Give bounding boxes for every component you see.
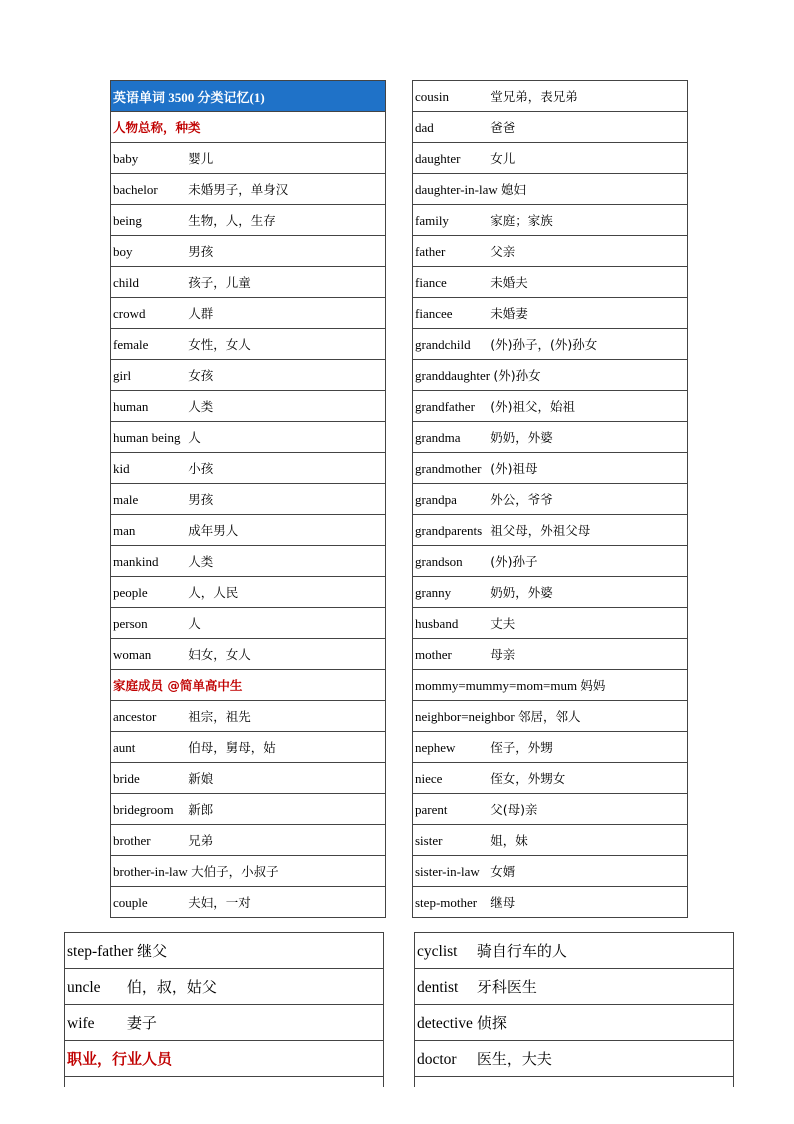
vocab-entry	[111, 205, 386, 236]
vocab-row	[111, 329, 386, 360]
vocab-entry	[111, 360, 386, 391]
vocab-row	[413, 298, 688, 329]
vocab-row	[111, 701, 386, 732]
vocab-row	[413, 856, 688, 887]
english-word: man	[113, 523, 136, 538]
vocab-entry	[413, 670, 688, 701]
vocab-entry	[413, 763, 688, 794]
vocab-row	[413, 515, 688, 546]
empty-cell	[65, 1077, 384, 1088]
english-word: baby	[113, 151, 139, 166]
vocab-entry	[415, 933, 734, 969]
english-word: step-father	[67, 943, 134, 960]
chinese-meaning: 女孩	[188, 368, 214, 383]
chinese-meaning: 继母	[490, 895, 516, 910]
chinese-meaning: 丈夫	[490, 616, 516, 631]
english-word: husband	[415, 616, 459, 631]
english-word: nephew	[415, 740, 456, 755]
vocab-row	[111, 391, 386, 422]
english-word: grandparents	[415, 523, 483, 538]
vocab-entry	[413, 732, 688, 763]
vocab-row	[415, 969, 734, 1005]
english-word: people	[113, 585, 148, 600]
vocab-entry	[413, 701, 688, 732]
chinese-meaning: 家庭；家族	[490, 213, 553, 228]
english-word: family	[415, 213, 449, 228]
chinese-meaning: 兄弟	[188, 833, 214, 848]
chinese-meaning: 姐，妹	[490, 833, 528, 848]
vocab-entry	[415, 969, 734, 1005]
vocab-entry	[413, 484, 688, 515]
chinese-meaning: 医生，大夫	[476, 1050, 552, 1068]
vocab-row	[413, 577, 688, 608]
vocab-entry	[111, 484, 386, 515]
vocab-row	[413, 794, 688, 825]
vocab-row	[413, 143, 688, 174]
vocab-entry	[111, 329, 386, 360]
vocab-entry	[111, 608, 386, 639]
english-word: granny	[415, 585, 452, 600]
vocab-entry	[111, 732, 386, 763]
chinese-meaning: 人，人民	[188, 585, 239, 600]
vocab-row	[111, 298, 386, 329]
vocab-entry	[413, 515, 688, 546]
chinese-meaning: (外)祖父，始祖	[490, 399, 576, 414]
vocab-row	[111, 360, 386, 391]
chinese-meaning: 堂兄弟，表兄弟	[490, 89, 578, 104]
vocab-row	[413, 732, 688, 763]
english-word: boy	[113, 244, 133, 259]
english-word: grandmother	[415, 461, 482, 476]
chinese-meaning: 夫妇，一对	[188, 895, 251, 910]
english-word: step-mother	[415, 895, 478, 910]
vocab-row	[65, 969, 384, 1005]
chinese-meaning: 骑自行车的人	[476, 942, 567, 960]
chinese-meaning: 媳妇	[501, 182, 527, 197]
vocab-row	[111, 546, 386, 577]
vocab-entry	[413, 856, 688, 887]
english-word: granddaughter	[415, 368, 491, 383]
vocab-entry	[111, 422, 386, 453]
english-word: mommy=mummy=mom=mum	[415, 678, 578, 693]
vocab-row	[413, 546, 688, 577]
chinese-meaning: 妻子	[126, 1014, 157, 1032]
category-row	[111, 112, 386, 143]
chinese-meaning: 人	[188, 616, 201, 631]
english-word: bridegroom	[113, 802, 174, 817]
vocab-row	[111, 205, 386, 236]
chinese-meaning: 奶奶，外婆	[490, 585, 553, 600]
vocab-row	[111, 577, 386, 608]
english-word: niece	[415, 771, 443, 786]
chinese-meaning: 祖父母，外祖父母	[490, 523, 591, 538]
chinese-meaning: 孩子，儿童	[188, 275, 251, 290]
vocab-row	[111, 174, 386, 205]
vocab-entry	[413, 825, 688, 856]
vocab-entry	[111, 856, 386, 887]
vocab-row	[111, 639, 386, 670]
chinese-meaning: 伯，叔，姑父	[126, 978, 217, 996]
vocab-entry	[413, 298, 688, 329]
vocab-row	[413, 763, 688, 794]
vocab-entry	[111, 143, 386, 174]
vocab-entry	[413, 794, 688, 825]
chinese-meaning: 未婚妻	[490, 306, 528, 321]
english-word: fiancee	[415, 306, 453, 321]
vocab-table-left-bottom	[64, 932, 384, 1087]
chinese-meaning: 女性，女人	[188, 337, 251, 352]
vocab-entry	[111, 453, 386, 484]
english-word: female	[113, 337, 149, 352]
english-word: fiance	[415, 275, 447, 290]
vocab-row	[111, 453, 386, 484]
english-word: daughter-in-law	[415, 182, 498, 197]
vocab-row	[413, 453, 688, 484]
english-word: kid	[113, 461, 130, 476]
chinese-meaning: 爸爸	[490, 120, 516, 135]
category-row	[111, 670, 386, 701]
vocab-row	[413, 422, 688, 453]
english-word: cyclist	[417, 943, 458, 960]
vocab-entry	[415, 1041, 734, 1077]
english-word: parent	[415, 802, 448, 817]
vocab-row	[413, 112, 688, 143]
category-text: 家庭成员 @简单高中生	[113, 677, 243, 693]
chinese-meaning: 侄子，外甥	[490, 740, 553, 755]
chinese-meaning: 祖宗，祖先	[188, 709, 251, 724]
vocab-entry	[111, 236, 386, 267]
english-word: being	[113, 213, 142, 228]
english-word: crowd	[113, 306, 146, 321]
vocab-table-right-top	[412, 80, 688, 918]
english-word: bride	[113, 771, 140, 786]
chinese-meaning: 婴儿	[188, 151, 214, 166]
page-title: 英语单词 3500 分类记忆(1)	[111, 81, 386, 112]
chinese-meaning: 成年男人	[188, 523, 239, 538]
category-heading	[111, 112, 386, 143]
vocab-row	[111, 515, 386, 546]
english-word: grandfather	[415, 399, 475, 414]
vocab-row	[111, 794, 386, 825]
english-word: woman	[113, 647, 152, 662]
english-word: dentist	[417, 979, 459, 996]
chinese-meaning: 妈妈	[580, 678, 606, 693]
vocab-entry	[65, 933, 384, 969]
vocab-row	[413, 174, 688, 205]
english-word: brother-in-law	[113, 864, 188, 879]
vocab-entry	[413, 112, 688, 143]
vocab-entry	[413, 577, 688, 608]
english-word: mother	[415, 647, 452, 662]
vocab-row	[413, 701, 688, 732]
vocab-row	[413, 81, 688, 112]
vocab-entry	[413, 546, 688, 577]
chinese-meaning: 女婿	[490, 864, 516, 879]
vocab-entry	[111, 639, 386, 670]
english-word: dad	[415, 120, 434, 135]
vocab-table-left-top	[110, 80, 386, 918]
vocab-entry	[413, 360, 688, 391]
chinese-meaning: 母亲	[490, 647, 516, 662]
vocab-entry	[111, 825, 386, 856]
english-word: sister	[415, 833, 443, 848]
vocab-row	[413, 887, 688, 918]
vocab-entry	[111, 515, 386, 546]
english-word: neighbor=neighbor	[415, 709, 515, 724]
chinese-meaning: (外)孙女	[493, 368, 541, 383]
vocab-entry	[413, 422, 688, 453]
vocab-row	[111, 887, 386, 918]
english-word: grandpa	[415, 492, 457, 507]
english-word: doctor	[417, 1051, 457, 1068]
vocab-row	[413, 608, 688, 639]
vocab-row	[111, 267, 386, 298]
vocab-entry	[413, 236, 688, 267]
vocab-row	[413, 360, 688, 391]
chinese-meaning: 人	[188, 430, 201, 445]
vocab-entry	[111, 546, 386, 577]
vocab-row	[413, 329, 688, 360]
vocab-entry	[413, 205, 688, 236]
vocab-entry	[413, 608, 688, 639]
vocab-row	[111, 825, 386, 856]
english-word: human being	[113, 430, 181, 445]
chinese-meaning: 牙科医生	[476, 978, 537, 996]
vocab-entry	[413, 329, 688, 360]
vocab-entry	[413, 81, 688, 112]
vocab-row	[111, 732, 386, 763]
chinese-meaning: 侄女，外甥女	[490, 771, 566, 786]
chinese-meaning: 新郎	[188, 802, 214, 817]
vocab-row	[111, 856, 386, 887]
chinese-meaning: 男孩	[188, 492, 214, 507]
english-word: aunt	[113, 740, 136, 755]
category-row	[65, 1041, 384, 1077]
vocab-entry	[111, 701, 386, 732]
vocab-row	[413, 484, 688, 515]
chinese-meaning: 人类	[188, 399, 214, 414]
title-row	[111, 81, 386, 112]
chinese-meaning: 妇女，女人	[188, 647, 251, 662]
english-word: bachelor	[113, 182, 158, 197]
english-word: cousin	[415, 89, 449, 104]
chinese-meaning: 未婚夫	[490, 275, 528, 290]
chinese-meaning: 男孩	[188, 244, 214, 259]
vocab-row	[413, 639, 688, 670]
chinese-meaning: 生物，人，生存	[188, 213, 276, 228]
category-heading	[111, 670, 386, 701]
vocab-entry	[413, 391, 688, 422]
vocab-row	[415, 1005, 734, 1041]
vocab-entry	[111, 391, 386, 422]
vocab-entry	[415, 1005, 734, 1041]
chinese-meaning: (外)祖母	[490, 461, 538, 476]
english-word: sister-in-law	[415, 864, 480, 879]
chinese-meaning: 邻居，邻人	[518, 709, 581, 724]
vocab-row	[413, 825, 688, 856]
vocab-entry	[413, 887, 688, 918]
chinese-meaning: 父(母)亲	[490, 802, 538, 817]
vocab-entry	[413, 267, 688, 298]
english-word: couple	[113, 895, 148, 910]
vocab-row	[111, 143, 386, 174]
english-word: father	[415, 244, 446, 259]
vocab-row	[413, 236, 688, 267]
chinese-meaning: 新娘	[188, 771, 214, 786]
category-text: 职业，行业人员	[67, 1050, 173, 1068]
chinese-meaning: 奶奶，外婆	[490, 430, 553, 445]
vocab-row	[65, 1005, 384, 1041]
english-word: child	[113, 275, 139, 290]
category-heading	[65, 1041, 384, 1077]
chinese-meaning: 大伯子，小叔子	[191, 864, 279, 879]
vocab-row	[413, 670, 688, 701]
vocab-entry	[111, 577, 386, 608]
english-word: human	[113, 399, 149, 414]
vocab-entry	[111, 794, 386, 825]
vocab-row	[111, 484, 386, 515]
vocab-row	[111, 422, 386, 453]
chinese-meaning: 人群	[188, 306, 214, 321]
english-word: grandma	[415, 430, 461, 445]
english-word: mankind	[113, 554, 159, 569]
vocab-entry	[111, 267, 386, 298]
english-word: wife	[67, 1015, 95, 1032]
chinese-meaning: 未婚男子，单身汉	[188, 182, 289, 197]
vocab-row	[111, 763, 386, 794]
chinese-meaning: 父亲	[490, 244, 516, 259]
english-word: daughter	[415, 151, 461, 166]
english-word: detective	[417, 1015, 473, 1032]
chinese-meaning: 人类	[188, 554, 214, 569]
vocab-entry	[413, 639, 688, 670]
vocab-row	[413, 205, 688, 236]
english-word: grandson	[415, 554, 463, 569]
vocab-entry	[111, 298, 386, 329]
chinese-meaning: 女儿	[490, 151, 516, 166]
chinese-meaning: (外)孙子，(外)孙女	[490, 337, 598, 352]
vocab-row	[415, 1041, 734, 1077]
english-word: person	[113, 616, 148, 631]
chinese-meaning: 小孩	[188, 461, 214, 476]
chinese-meaning: 伯母，舅母，姑	[188, 740, 276, 755]
chinese-meaning: 外公，爷爷	[490, 492, 553, 507]
english-word: ancestor	[113, 709, 157, 724]
empty-row	[65, 1077, 384, 1088]
vocab-row	[111, 608, 386, 639]
english-word: grandchild	[415, 337, 471, 352]
vocab-table-right-bottom	[414, 932, 734, 1087]
english-word: brother	[113, 833, 151, 848]
vocab-row	[65, 933, 384, 969]
vocab-row	[111, 236, 386, 267]
english-word: male	[113, 492, 139, 507]
vocab-entry	[65, 1005, 384, 1041]
vocab-entry	[111, 887, 386, 918]
english-word: girl	[113, 368, 132, 383]
vocab-entry	[413, 453, 688, 484]
category-text: 人物总称，种类	[113, 119, 201, 135]
vocab-entry	[111, 763, 386, 794]
vocab-entry	[413, 174, 688, 205]
vocab-row	[413, 391, 688, 422]
chinese-meaning: 侦探	[476, 1014, 507, 1032]
vocab-row	[413, 267, 688, 298]
chinese-meaning: (外)孙子	[490, 554, 538, 569]
vocab-entry	[111, 174, 386, 205]
vocab-row	[415, 933, 734, 969]
english-word: uncle	[67, 979, 101, 996]
vocab-entry	[65, 969, 384, 1005]
empty-cell	[415, 1077, 734, 1088]
chinese-meaning: 继父	[137, 942, 168, 960]
empty-row	[415, 1077, 734, 1088]
vocab-entry	[413, 143, 688, 174]
